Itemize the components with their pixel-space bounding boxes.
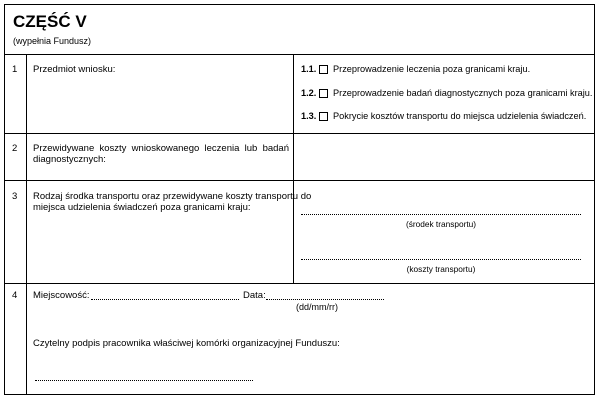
option-label: Przeprowadzenie leczenia poza granicami kraju. [333, 64, 531, 74]
row-label-request-subject: Przedmiot wniosku: [33, 64, 116, 75]
checkbox-treatment[interactable] [319, 65, 328, 74]
transport-costs-field[interactable] [301, 259, 581, 260]
option-label: Pokrycie kosztów transportu do miejsca udzielenia świadczeń. [333, 111, 587, 121]
section-subtitle: (wypełnia Fundusz) [13, 36, 92, 46]
row-number: 2 [12, 143, 18, 154]
row-number: 4 [12, 290, 18, 301]
checkbox-diagnostics[interactable] [319, 89, 328, 98]
row-label-transport [33, 191, 312, 214]
number-column-divider [26, 54, 27, 395]
label-line: Rodzaj środka transportu oraz przewidywane koszty transportu do [33, 191, 312, 202]
transport-means-caption: (środek transportu) [405, 219, 477, 229]
label-line: diagnostycznych: [33, 154, 106, 166]
date-format-hint: (dd/mm/rr) [296, 302, 338, 312]
label-line: miejsca udzielenia świadczeń poza granicami kraju: [33, 202, 251, 214]
transport-costs-caption: (koszty transportu) [406, 264, 476, 274]
signature-label: Czytelny podpis pracownika właściwej komórki organizacyjnej Funduszu: [33, 338, 340, 349]
option-label: Przeprowadzenie badań diagnostycznych poza granicami kraju. [333, 88, 593, 98]
answer-column-divider [293, 54, 294, 283]
signature-field[interactable] [35, 380, 253, 381]
option-code: 1.2. [301, 88, 317, 98]
option-diagnostics[interactable] [301, 88, 592, 99]
header-divider [4, 54, 595, 55]
option-code: 1.3. [301, 111, 317, 121]
checkbox-transport[interactable] [319, 112, 328, 121]
place-label: Miejscowość: [33, 290, 90, 301]
section-title: CZĘŚĆ V [13, 12, 87, 31]
row-label-expected-costs [33, 143, 289, 166]
row-divider-1 [4, 133, 595, 134]
place-field[interactable] [91, 299, 239, 300]
row-number: 3 [12, 191, 18, 202]
option-transport[interactable] [301, 111, 586, 122]
label-line: Przewidywane koszty wnioskowanego leczenia lub badań [33, 143, 289, 154]
row-divider-3 [4, 283, 595, 284]
date-label: Data: [243, 290, 266, 301]
option-code: 1.1. [301, 64, 317, 74]
date-field[interactable] [266, 299, 384, 300]
transport-means-field[interactable] [301, 214, 581, 215]
row-divider-2 [4, 180, 595, 181]
row-number: 1 [12, 64, 18, 75]
option-treatment[interactable] [301, 64, 530, 75]
